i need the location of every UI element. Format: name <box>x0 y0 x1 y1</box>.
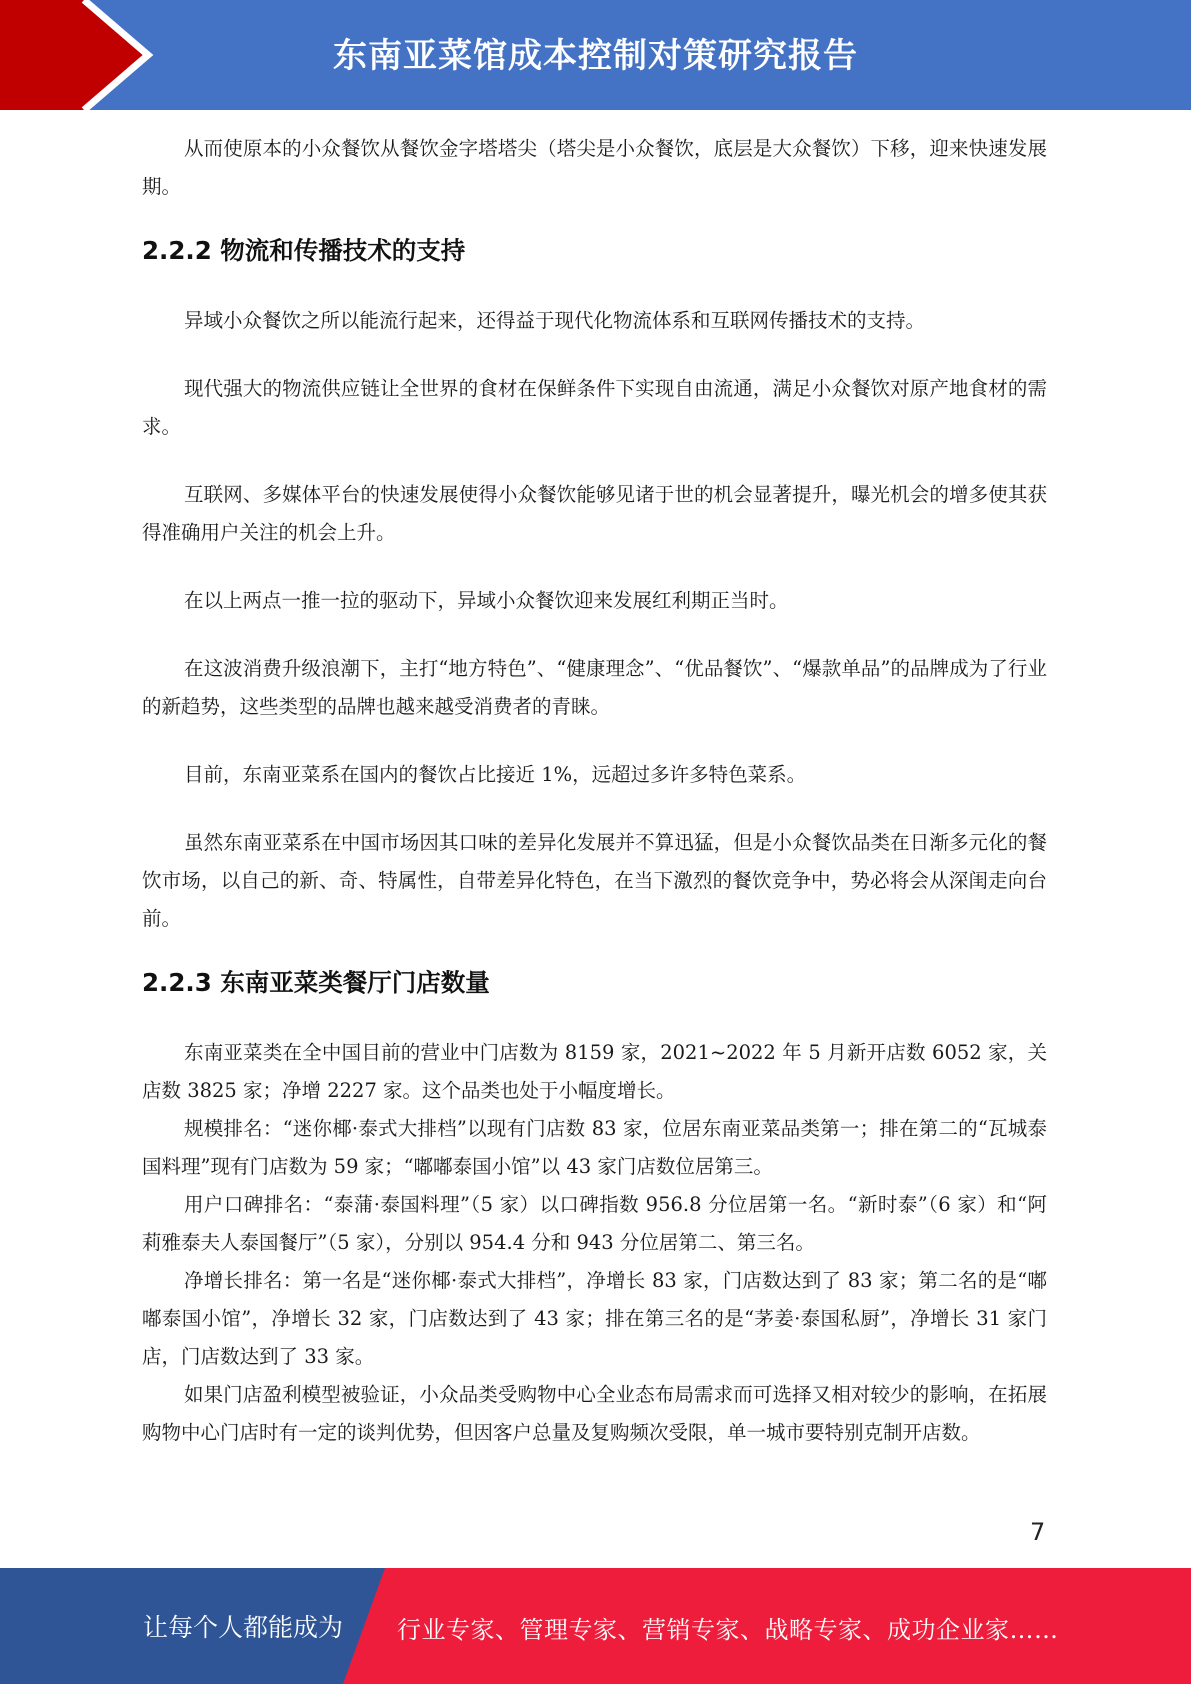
paragraph: 虽然东南亚菜系在中国市场因其口味的差异化发展并不算迅猛，但是小众餐饮品类在日渐多元化的餐饮市场，以自己的新、奇、特属性，自带差异化特色，在当下激烈的餐饮竞争中，势必将会从深闺走向台前。 <box>142 831 1047 930</box>
section-heading-2-2-2: 2.2.2 物流和传播技术的支持 <box>142 236 466 265</box>
paragraph: 现代强大的物流供应链让全世界的食材在保鲜条件下实现自由流通，满足小众餐饮对原产地食材的需求。 <box>142 377 1047 438</box>
paragraph: 用户口碑排名：“泰蒲·泰国料理”（5 家）以口碑指数 956.8 分位居第一名。“新时泰”（6 家）和“阿莉雅泰夫人泰国餐厅”（5 家），分别以 954.4 分和 943 分位居第二、第三名。 <box>142 1193 1047 1254</box>
header-banner <box>0 0 1191 110</box>
paragraph: 目前，东南亚菜系在国内的餐饮占比接近 1%，远超过多许多特色菜系。 <box>184 763 807 786</box>
paragraph: 规模排名：“迷你椰·泰式大排档”以现有门店数 83 家，位居东南亚菜品类第一；排在第二的“瓦城泰国料理”现有门店数为 59 家；“嘟嘟泰国小馆”以 43 家门店数位居第三。 <box>142 1117 1047 1178</box>
document-title: 东南亚菜馆成本控制对策研究报告 <box>333 36 858 76</box>
paragraph: 在以上两点一推一拉的驱动下，异域小众餐饮迎来发展红利期正当时。 <box>184 589 789 612</box>
paragraph-intro: 从而使原本的小众餐饮从餐饮金字塔塔尖（塔尖是小众餐饮，底层是大众餐饮）下移，迎来快速发展期。 <box>142 137 1047 198</box>
paragraph: 异域小众餐饮之所以能流行起来，还得益于现代化物流体系和互联网传播技术的支持。 <box>184 309 926 332</box>
document-body <box>142 130 1047 1452</box>
section-heading-2-2-3: 2.2.3 东南亚菜类餐厅门店数量 <box>142 968 490 997</box>
page-number: 7 <box>1030 1518 1046 1546</box>
paragraph: 在这波消费升级浪潮下，主打“地方特色”、“健康理念”、“优品餐饮”、“爆款单品”的品牌成为了行业的新趋势，这些类型的品牌也越来越受消费者的青睐。 <box>142 657 1047 718</box>
footer-slogan-left: 让每个人都能成为 <box>143 1613 344 1642</box>
footer-banner <box>0 1568 1191 1684</box>
paragraph: 如果门店盈利模型被验证，小众品类受购物中心全业态布局需求而可选择又相对较少的影响，在拓展购物中心门店时有一定的谈判优势，但因客户总量及复购频次受限，单一城市要特别克制开店数。 <box>142 1383 1047 1444</box>
footer-slogan-right: 行业专家、管理专家、营销专家、战略专家、成功企业家…… <box>397 1616 1059 1644</box>
paragraph: 东南亚菜类在全中国目前的营业中门店数为 8159 家，2021~2022 年 5 月新开店数 6052 家，关店数 3825 家；净增 2227 家。这个品类也处于小幅度增长。 <box>142 1041 1047 1102</box>
paragraph: 互联网、多媒体平台的快速发展使得小众餐饮能够见诸于世的机会显著提升，曝光机会的增多使其获得准确用户关注的机会上升。 <box>142 483 1047 544</box>
paragraph: 净增长排名：第一名是“迷你椰·泰式大排档”，净增长 83 家，门店数达到了 83 家；第二名的是“嘟嘟泰国小馆”，净增长 32 家，门店数达到了 43 家；排在第三名的是“茅姜·泰国私厨”，净增长 31 家门店，门店数达到了 33 家。 <box>142 1269 1047 1368</box>
